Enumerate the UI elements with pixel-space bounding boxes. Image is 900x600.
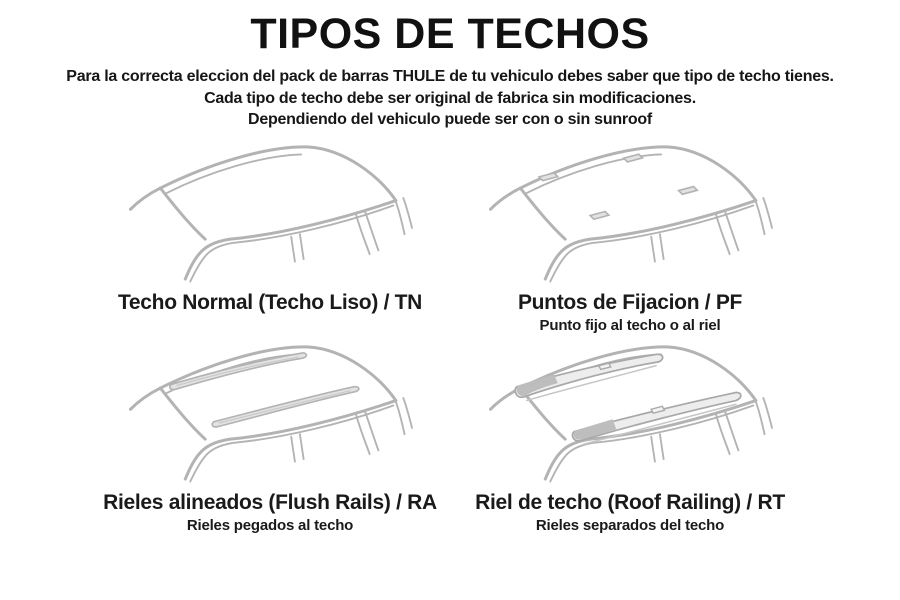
page-title: TIPOS DE TECHOS <box>250 10 650 58</box>
roof-type-sublabel: Punto fijo al techo o al riel <box>539 316 721 334</box>
roof-illustration-rt <box>480 337 780 489</box>
roof-type-sublabel: Rieles separados del techo <box>535 516 725 534</box>
roof-type-card-ra <box>90 337 450 573</box>
roof-type-card-pf <box>450 137 810 337</box>
intro-text <box>0 66 900 131</box>
roof-illustration-pf <box>480 137 780 289</box>
raised-railing-roof-drawing <box>480 337 780 489</box>
roof-type-label: Puntos de Fijacion / PF <box>517 290 743 314</box>
raised-rails <box>515 354 741 444</box>
flush-rails-roof-drawing <box>120 337 420 489</box>
roof-type-label: Riel de techo (Roof Railing) / RT <box>475 490 785 514</box>
roof-type-label: Techo Normal (Techo Liso) / TN <box>117 290 423 314</box>
fixation-pads <box>539 154 697 219</box>
intro-line-2: Cada tipo de techo debe ser original de fabrica sin modificaciones. <box>204 89 696 107</box>
roof-types-grid <box>0 137 900 600</box>
roof-outline <box>130 347 412 482</box>
roof-outline <box>130 147 412 282</box>
roof-type-sublabel: Rieles pegados al techo <box>186 516 354 534</box>
flush-rails <box>170 353 359 427</box>
roof-type-card-tn <box>90 137 450 337</box>
roof-outline <box>490 147 772 282</box>
roof-type-caption-tn <box>118 291 422 315</box>
roof-type-caption-rt <box>475 491 785 534</box>
smooth-roof-drawing <box>120 137 420 289</box>
header <box>0 0 900 131</box>
intro-line-3: Dependiendo del vehiculo puede ser con o sin sunroof <box>248 111 652 129</box>
roof-type-caption-ra <box>103 491 437 534</box>
roof-type-card-rt <box>450 337 810 573</box>
roof-type-caption-pf <box>518 291 742 334</box>
roof-illustration-ra <box>120 337 420 489</box>
intro-line-1: Para la correcta eleccion del pack de barras THULE de tu vehiculo debes saber que tipo de techo tienes. <box>66 68 834 86</box>
roof-illustration-tn <box>120 137 420 289</box>
roof-type-label: Rieles alineados (Flush Rails) / RA <box>103 490 437 514</box>
fixation-points-roof-drawing <box>480 137 780 289</box>
